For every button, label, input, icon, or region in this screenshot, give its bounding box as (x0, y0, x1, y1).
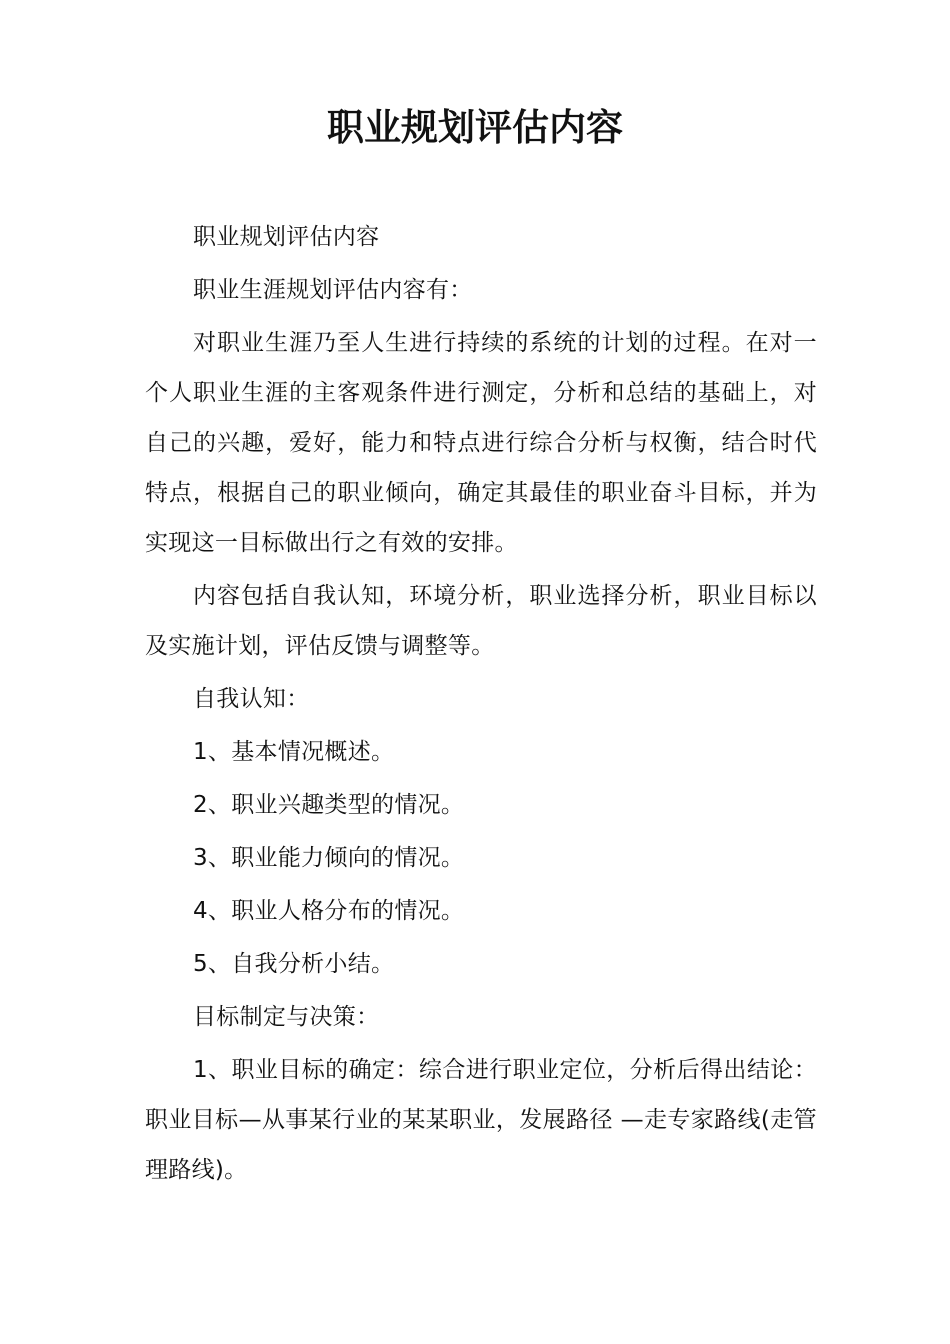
list-item: 1、基本情况概述。 (193, 739, 395, 765)
list-item: 4、职业人格分布的情况。 (193, 898, 465, 924)
list-item: 5、自我分析小结。 (193, 951, 395, 977)
paragraph-definition: 对职业生涯乃至人生进行持续的系统的计划的过程。在对一个人职业生涯的主客观条件进行测定，分析和总结的基础上，对自己的兴趣，爱好，能力和特点进行综合分析与权衡，结合时代特点，根据自己的职业倾向，确定其最佳的职业奋斗目标，并为实现这一目标做出行之有效的安排。 (145, 330, 817, 556)
paragraph-contents: 内容包括自我认知，环境分析，职业选择分析，职业目标以及实施计划，评估反馈与调整等。 (145, 583, 817, 659)
section-heading-goal-setting: 目标制定与决策： (193, 1004, 380, 1030)
list-item: 3、职业能力倾向的情况。 (193, 845, 465, 871)
list-item: 1、职业目标的确定：综合进行职业定位，分析后得出结论：职业目标—从事某行业的某某职业，发展路径 —走专家路线(走管理路线)。 (145, 1057, 817, 1183)
document-title: 职业规划评估内容 (327, 106, 623, 149)
paragraph-subtitle: 职业规划评估内容 (193, 224, 380, 250)
paragraph-intro-heading: 职业生涯规划评估内容有： (193, 277, 473, 303)
section-heading-self-awareness: 自我认知： (193, 686, 310, 712)
document-body (145, 212, 817, 1198)
list-item: 2、职业兴趣类型的情况。 (193, 792, 465, 818)
